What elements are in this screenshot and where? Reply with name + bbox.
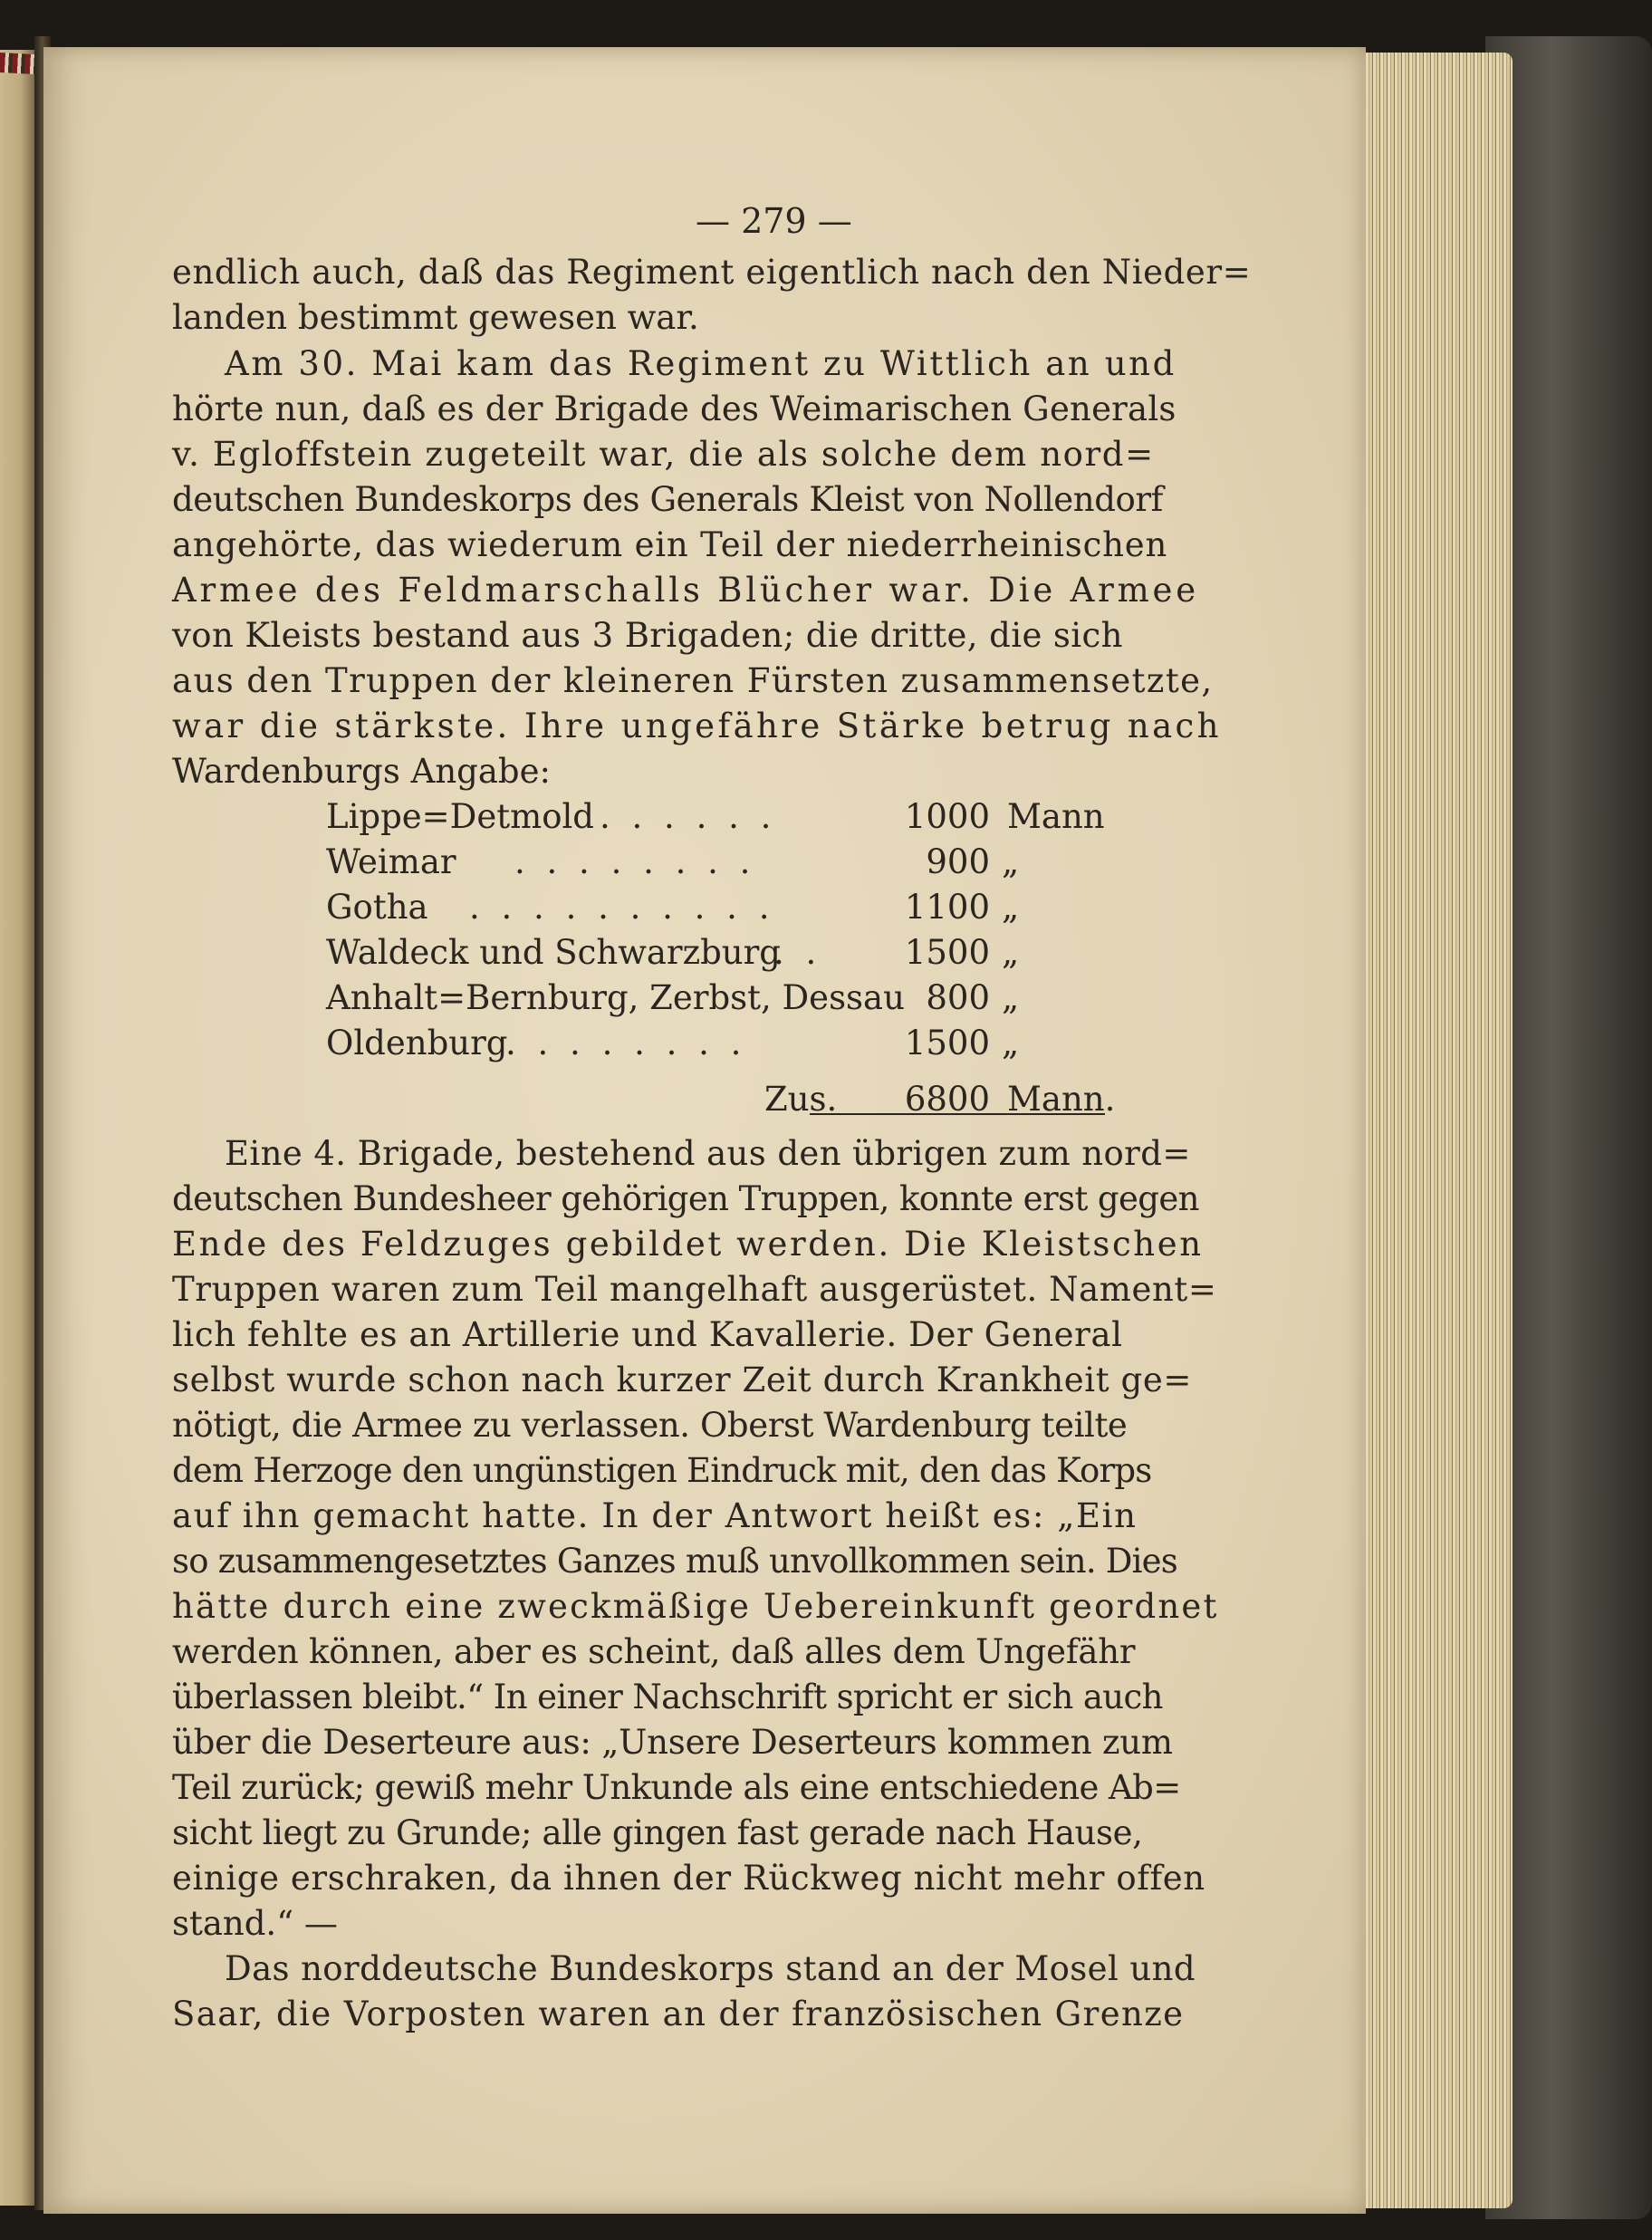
text-line: Saar, die Vorposten waren an der französischen Grenze (172, 1995, 1185, 2033)
total-label: Zus. (764, 1080, 838, 1119)
table-unit: „ (1002, 1024, 1020, 1062)
text-line: Teil zurück; gewiß mehr Unkunde als eine entschiedene Ab= (172, 1768, 1181, 1807)
table-label: Anhalt=Bernburg, Zerbst, Dessau (326, 978, 905, 1017)
table-label: Weimar (326, 842, 456, 881)
table-unit: „ (1002, 933, 1020, 972)
text-line: einige erschraken, da ihnen der Rückweg nicht mehr offen (172, 1859, 1205, 1898)
text-line: werden können, aber es scheint, daß alles dem Ungefähr (172, 1632, 1136, 1671)
text-line: hörte nun, daß es der Brigade des Weimarischen Generals (172, 389, 1177, 428)
text-line: sicht liegt zu Grunde; alle gingen fast gerade nach Hause, (172, 1813, 1143, 1852)
previous-page-edge (0, 50, 38, 2206)
text-line: hätte durch eine zweckmäßige Uebereinkunft geordnet (172, 1587, 1219, 1626)
table-dots: . . . . . . . . (514, 842, 756, 881)
total-unit: Mann. (1007, 1080, 1116, 1119)
table-label: Oldenburg (326, 1024, 508, 1062)
table-value: 1100 (904, 888, 990, 927)
table-value: 800 (926, 978, 990, 1017)
text-line: so zusammengesetztes Ganzes muß unvollkommen sein. Dies (172, 1542, 1177, 1581)
table-label: Waldeck und Schwarzburg (326, 933, 781, 972)
table-value: 1000 (904, 797, 990, 836)
text-line: angehörte, das wiederum ein Teil der niederrheinischen (172, 525, 1168, 564)
text-line: auf ihn gemacht hatte. In der Antwort heißt es: „Ein (172, 1496, 1138, 1535)
text-line: landen bestimmt gewesen war. (172, 298, 699, 337)
text-line: Eine 4. Brigade, bestehend aus den übrigen zum nord= (225, 1134, 1191, 1173)
text-line: aus den Truppen der kleineren Fürsten zusammensetzte, (172, 661, 1214, 700)
text-line: endlich auch, daß das Regiment eigentlich nach den Nieder= (172, 253, 1252, 292)
table-value: 1500 (904, 1024, 990, 1062)
table-label: Gotha (326, 888, 428, 927)
text-line: überlassen bleibt.“ In einer Nachschrift spricht er sich auch (172, 1678, 1163, 1716)
text-line: Wardenburgs Angabe: (172, 752, 551, 791)
text-line: v. Egloffstein zugeteilt war, die als solche dem nord= (172, 435, 1155, 474)
text-line: Am 30. Mai kam das Regiment zu Wittlich an und (225, 344, 1177, 383)
text-line: deutschen Bundeskorps des Generals Kleist von Nollendorf (172, 480, 1163, 519)
table-dots: . . (773, 933, 822, 972)
table-dots: . . . . . . (600, 797, 777, 836)
text-line: selbst wurde schon nach kurzer Zeit durch Krankheit ge= (172, 1360, 1192, 1399)
table-unit: „ (1002, 888, 1020, 927)
text-line: nötigt, die Armee zu verlassen. Oberst Wardenburg teilte (172, 1406, 1128, 1445)
table-dots: . . . . . . . . (505, 1024, 747, 1062)
page-number: — 279 — (696, 201, 852, 241)
table-value: 900 (926, 842, 990, 881)
text-line: dem Herzoge den ungünstigen Eindruck mit, den das Korps (172, 1451, 1152, 1490)
text-line: Das norddeutsche Bundeskorps stand an der Mosel und (225, 1949, 1196, 1988)
text-line: von Kleists bestand aus 3 Brigaden; die dritte, die sich (172, 616, 1123, 655)
page-edges (1359, 53, 1513, 2208)
table-dots: . . . . . . . . . . (469, 888, 775, 927)
text-line: Armee des Feldmarschalls Blücher war. Die Armee (172, 571, 1199, 610)
total-value: 6800 (904, 1080, 990, 1119)
text-line: lich fehlte es an Artillerie und Kavallerie. Der General (172, 1315, 1123, 1354)
table-value: 1500 (904, 933, 990, 972)
text-line: stand.“ — (172, 1904, 338, 1943)
text-line: über die Deserteure aus: „Unsere Deserteurs kommen zum (172, 1723, 1173, 1762)
table-unit: „ (1002, 842, 1020, 881)
table-unit: „ (1002, 978, 1020, 1017)
text-line: deutschen Bundesheer gehörigen Truppen, konnte erst gegen (172, 1179, 1199, 1218)
text-line: Ende des Feldzuges gebildet werden. Die Kleistschen (172, 1225, 1204, 1264)
text-line: Truppen waren zum Teil mangelhaft ausgerüstet. Nament= (172, 1270, 1217, 1309)
table-unit: Mann (1007, 797, 1105, 836)
table-label: Lippe=Detmold (326, 797, 594, 836)
text-line: war die stärkste. Ihre ungefähre Stärke betrug nach (172, 707, 1222, 745)
book-page (43, 47, 1366, 2214)
